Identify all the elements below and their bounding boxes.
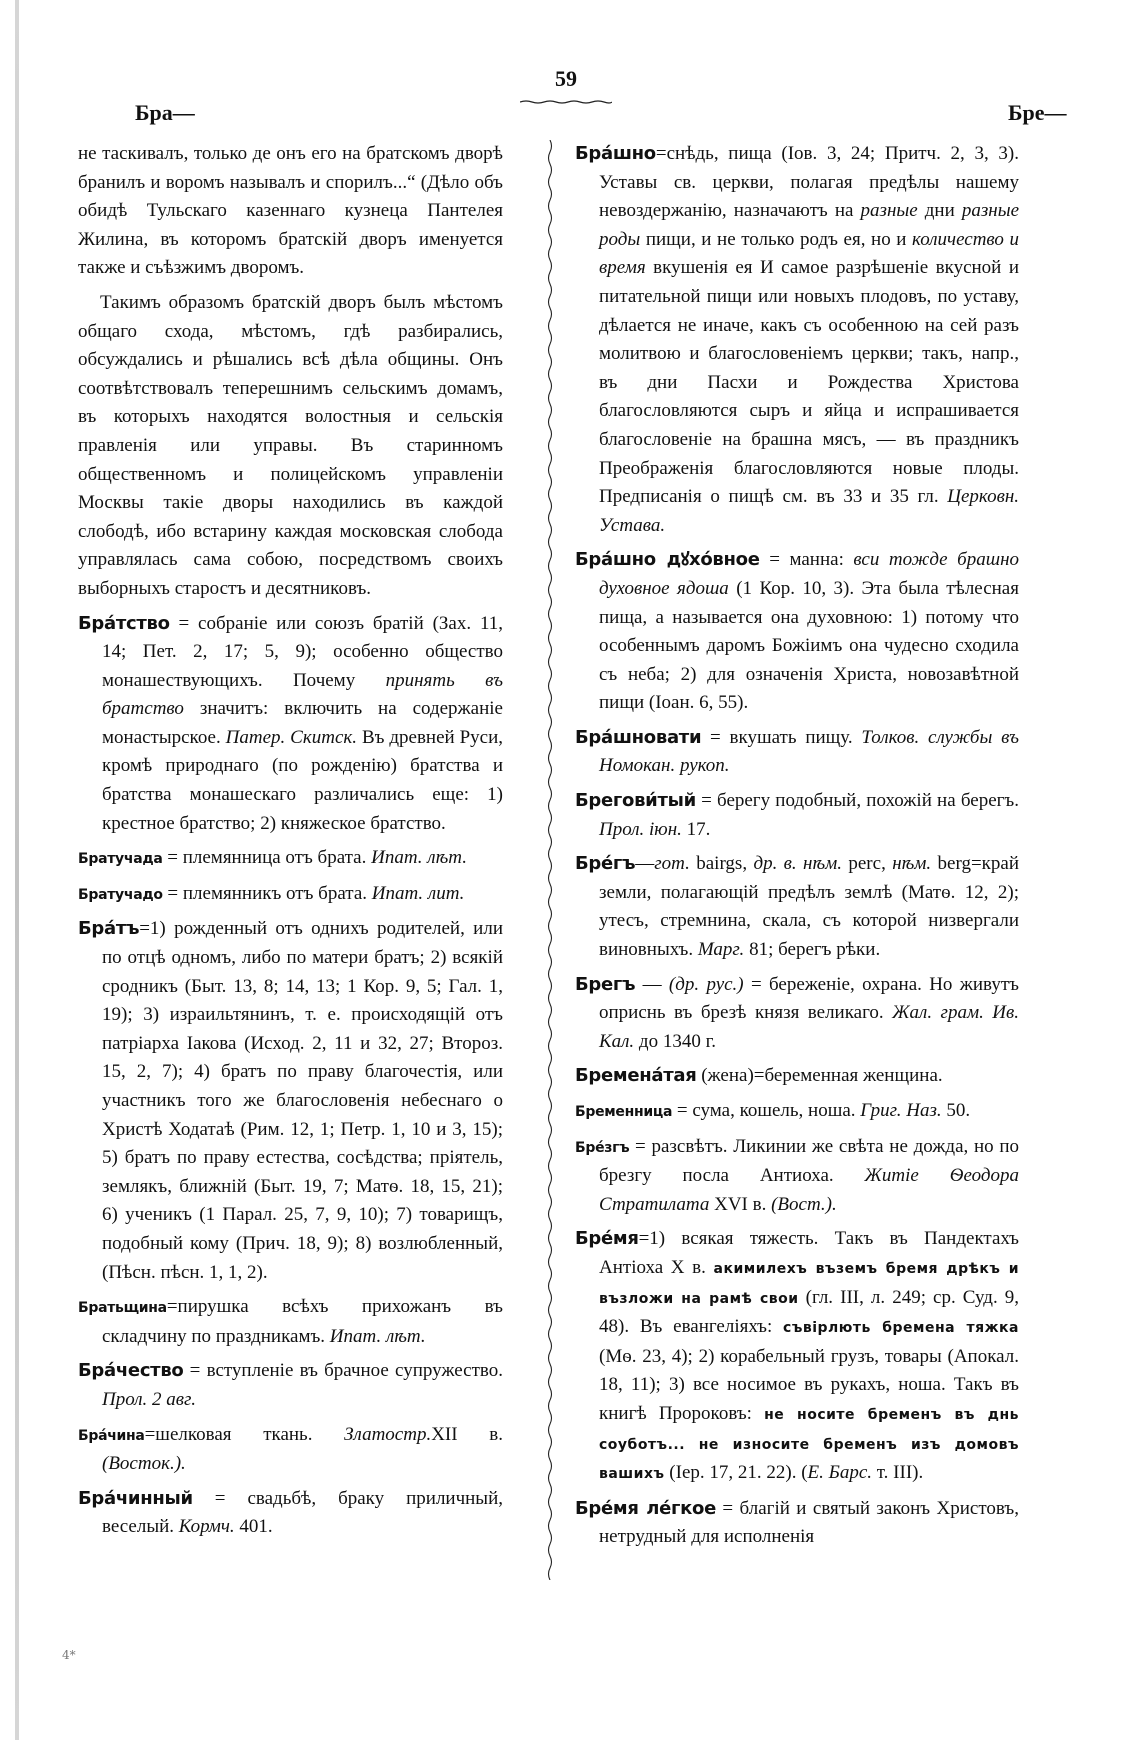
entry-definition-text: berg=край земли, полагающій предѣлъ землѣ (Матѳ. 12, 2); утесъ, стремнина, скала, съ которой низвергали виновныхъ. bbox=[599, 853, 1019, 961]
entry-headword: Бра́шно bbox=[575, 143, 656, 164]
entry-headword: Бре́мя bbox=[575, 1228, 639, 1250]
entry-headword: Братучада bbox=[78, 851, 163, 868]
entry-source-italic: Е. Барс. bbox=[807, 1462, 873, 1484]
dictionary-entry bbox=[575, 850, 1019, 964]
dictionary-entry bbox=[575, 1133, 1019, 1220]
dictionary-entry bbox=[78, 610, 503, 839]
entry-source-italic: вси тожде брашно духовное ядоша bbox=[599, 549, 1020, 599]
entry-definition-text: = береженіе, охрана. Но живутъ оприснь въ брезѣ князя великаго. bbox=[599, 973, 1020, 1024]
entry-definition-text: (Іер. 17, 21. 22). ( bbox=[664, 1462, 808, 1484]
dictionary-entry bbox=[78, 1357, 503, 1414]
entry-headword: Бра́чество bbox=[78, 1360, 184, 1382]
entry-source-italic: Златостр. bbox=[344, 1423, 432, 1445]
entry-definition-text: = сума, кошель, ноша. bbox=[672, 1100, 861, 1121]
entry-definition-text: =1) рожденный отъ однихъ родителей, или по отцѣ одномъ, либо по матери братъ; 2) всякій сродникъ (Быт. 13, 8; 14, 13; 1 Кор. 9, 5; Гал. 1, 19); 3) израильтянинъ, т. е. происходящій отъ патріарха Іакова (Исход. 2, 11 и 32, 27; Второз. 15, 2, 7); 4) братъ по праву благочестія, или участникъ того же благословенія небеснаго о Христѣ Ходатаѣ (Рим. 12, 1; Петр. 1, 10 и 3, 15); 5) братъ по праву естества, сосѣдства; пріятель, землякъ, ближній (Быт. 19, 7; Матѳ. 18, 15, 21); 6) ученикъ (1 Парал. 25, 7, 9, 10); 7) товарищъ, подобный кому (Прич. 18, 9); 8) возлюбленный, (Пѣсн. пѣсн. 1, 1, 2). bbox=[102, 918, 503, 1283]
dictionary-entry bbox=[78, 915, 503, 1287]
left-entries bbox=[78, 610, 503, 1542]
running-head-right: Бре— bbox=[1008, 100, 1067, 125]
entry-headword: Бра́тъ bbox=[78, 918, 140, 940]
dictionary-entry bbox=[575, 140, 1019, 540]
entry-definition-text: = племянникъ отъ брата. bbox=[162, 882, 372, 904]
entry-definition-text: =снѣдь, пища (Іов. 3, 24; Притч. 2, 3, 3). Уставы св. церкви, полагая предѣлы нашему невоздержанію, назначаютъ на bbox=[599, 143, 1019, 222]
entry-definition-text: — bbox=[635, 973, 669, 995]
entry-continuation: не таскивалъ, только де онъ его на братскомъ дворѣ бранилъ и воромъ называлъ и спорилъ...“ (Дѣло объ обидѣ Тульскаго казеннаго кузнеца Пантелея Жилина, въ которомъ братскій дворъ именуется также и съѣзжимъ дворомъ. bbox=[78, 143, 503, 279]
entry-definition-text: = племянница отъ брата. bbox=[162, 847, 372, 869]
entry-source-italic: Прол. іюн. bbox=[599, 818, 682, 840]
entry-headword: Брегъ bbox=[575, 973, 636, 995]
entry-headword: Бра́шно дꙋхо́вное bbox=[575, 549, 760, 571]
entry-definition-text: т. III). bbox=[872, 1462, 924, 1484]
entry-church-slavonic-quote: съвірлють бремена тяжка bbox=[783, 1320, 1020, 1337]
entry-definition-text: (Мѳ. 23, 4); 2) корабельный грузъ, товары (Апокал. 18, 11); 3) все носимое въ рукахъ, ноша. Такъ въ книгѣ Пророковъ: bbox=[599, 1345, 1019, 1424]
left-column bbox=[78, 140, 503, 1548]
dictionary-entry bbox=[575, 1495, 1019, 1552]
entry-church-slavonic-quote: не носите бременъ въ днь соуботъ... не износите бременъ изъ домовъ вашихъ bbox=[599, 1406, 1020, 1483]
entry-definition-text: = вкушать пищу. bbox=[701, 726, 862, 748]
entry-source-italic: (др. рус.) bbox=[668, 973, 744, 995]
dictionary-entry bbox=[78, 880, 503, 910]
entry-paragraph: Такимъ образомъ братскій дворъ былъ мѣстомъ общаго схода, мѣстомъ, гдѣ разбирались, обсуждались и рѣшались всѣ дѣла общины. Онъ соотвѣтствовалъ теперешнимъ сельскимъ домамъ, въ которыхъ находятся волостныя и сельскія правленія или управы. Въ старинномъ общественномъ и полицейскомъ управленіи Москвы такіе дворы находились въ каждой слободѣ, ибо встарину каждая московская слобода управлялась сама собою, посредствомъ своихъ выборныхъ старостъ и десятниковъ. bbox=[78, 291, 503, 599]
entry-source-italic: Патер. Скитск. bbox=[225, 726, 358, 748]
entry-definition-text: до 1340 г. bbox=[634, 1030, 716, 1052]
entry-source-italic: Кормч. bbox=[178, 1516, 235, 1538]
entry-definition-text: — bbox=[635, 853, 655, 875]
entry-source-italic: Ипат. лѣт. bbox=[329, 1325, 426, 1347]
entry-source-italic: (Восток.). bbox=[102, 1453, 186, 1475]
entry-definition-text: perc, bbox=[842, 853, 893, 875]
entry-source-italic: нѣм. bbox=[892, 853, 932, 875]
dictionary-entry bbox=[575, 724, 1019, 781]
dictionary-entry bbox=[575, 1225, 1019, 1488]
entry-definition-text: (1 Кор. 10, 3). Эта была тѣлесная пища, а называется она духовною: 1) потому что особеннымъ даромъ Божіимъ она чудесно сходила съ неба; 2) для означенія Христа, новозавѣтной пищи (Іоан. 6, 55). bbox=[599, 577, 1019, 714]
dictionary-entry bbox=[78, 1421, 503, 1479]
entry-source-italic: разные bbox=[860, 200, 918, 222]
entry-source-italic: Григ. Наз. bbox=[860, 1100, 942, 1121]
page-number: 59 bbox=[555, 66, 577, 91]
entry-definition-text: = берегу подобный, похожій на берегъ. bbox=[695, 790, 1019, 812]
entry-headword: Бра́тство bbox=[78, 612, 170, 634]
dictionary-entry bbox=[575, 787, 1019, 844]
right-entries bbox=[575, 140, 1019, 1552]
dictionary-entry bbox=[575, 1062, 1019, 1091]
running-head-left: Бра— bbox=[135, 100, 195, 125]
entry-source-italic: гот. bbox=[654, 853, 690, 875]
dictionary-entry bbox=[575, 971, 1019, 1057]
entry-source-italic: Ипат. лит. bbox=[371, 882, 465, 904]
entry-definition-text: дни bbox=[917, 200, 962, 222]
entry-source-italic: (Вост.). bbox=[771, 1193, 837, 1215]
entry-headword: Братьщина bbox=[78, 1300, 167, 1317]
entry-definition-text: Въ древней Руси, кромѣ природнаго (по рожденію) братства и братства монашескаго различались еще: 1) крестное братство; 2) княжеское братство. bbox=[102, 726, 504, 834]
dictionary-entry bbox=[575, 546, 1019, 718]
entry-definition-text: 401. bbox=[234, 1516, 273, 1538]
dictionary-entry bbox=[78, 1293, 503, 1351]
entry-source-italic: Ипат. лѣт. bbox=[371, 847, 467, 869]
entry-definition-text: =пирушка всѣхъ прихожанъ въ складчину по праздникамъ. bbox=[102, 1296, 503, 1347]
entry-definition-text: = собраніе или союзъ братій (Зах. 11, 14; Пет. 2, 17; 5, 9); особенно общество монашествующихъ. Почему bbox=[102, 612, 503, 691]
entry-definition-text: вкушенія ея И самое разрѣшеніе вкусной и питательной пищи или новыхъ плодовъ, по уставу, дѣлается не иначе, какъ съ особенною на сей разъ молитвою и благословеніемъ церкви; такъ, напр., въ дни Пасхи и Рождества Христова благословляются сыръ и яйца и испрашивается благословеніе на брашна мясъ, — въ праздникъ Преображенія благословляются новые плоды. Предписанія о пищѣ см. въ 33 и 35 гл. bbox=[599, 257, 1019, 508]
entry-headword: Бре́згъ bbox=[575, 1139, 630, 1156]
entry-headword: Бре́мя ле́гкое bbox=[575, 1497, 716, 1519]
entry-source-italic: Церковн. Устава. bbox=[599, 486, 1019, 536]
entry-definition-text: 50. bbox=[941, 1100, 971, 1121]
page-number-rule bbox=[520, 100, 612, 104]
book-spine-edge bbox=[15, 0, 19, 1740]
printer-signature: 4* bbox=[62, 1648, 76, 1662]
dictionary-entry bbox=[78, 1485, 503, 1542]
entry-source-italic: Жал. грам. Ив. Кал. bbox=[599, 1002, 1019, 1052]
entry-source-italic: Марг. bbox=[697, 939, 745, 961]
entry-headword: Бра́чинный bbox=[78, 1487, 193, 1509]
right-column bbox=[575, 140, 1019, 1558]
entry-definition-text: (гл. III, л. 249; ср. Суд. 9, 48). Въ евангеліяхъ: bbox=[599, 1286, 1020, 1338]
dictionary-entry bbox=[78, 844, 503, 874]
entry-definition-text: = свадьбѣ, браку приличный, веселый. bbox=[102, 1487, 503, 1538]
entry-definition-text: = разсвѣтъ. Ликинии же свѣта не дожда, но по брезгу посла Антиоха. bbox=[599, 1135, 1019, 1187]
entry-headword: Бременница bbox=[575, 1104, 673, 1120]
entry-headword: Бремена́тая bbox=[575, 1065, 697, 1087]
entry-definition-text: = манна: bbox=[759, 549, 854, 571]
entry-source-italic: принять въ братство bbox=[102, 669, 503, 720]
entry-headword: Бра́чина bbox=[78, 1427, 145, 1444]
entry-source-italic: Толков. службы въ Номокан. рукоп. bbox=[599, 726, 1019, 777]
entry-definition-text: XVI в. bbox=[709, 1193, 772, 1215]
entry-headword: Бра́шновати bbox=[575, 726, 702, 748]
entry-headword: Брегови́тый bbox=[575, 790, 696, 812]
entry-definition-text: = вступленіе въ брачное супружество. bbox=[183, 1360, 503, 1382]
entry-definition-text: значитъ: включить на содержаніе монастырское. bbox=[102, 698, 503, 748]
entry-definition-text: (жена)=беременная женщина. bbox=[696, 1065, 943, 1087]
entry-definition-text: =1) всякая тяжесть. Такъ въ Пандектахъ Антіоха X в. bbox=[599, 1228, 1019, 1278]
entry-source-italic: количество и время bbox=[599, 228, 1020, 279]
entry-church-slavonic-quote: акимилехъ въземъ бремя дрѣкъ и възложи на рамѣ свои bbox=[599, 1260, 1020, 1307]
entry-definition-text: bairgs, bbox=[689, 853, 754, 875]
entry-definition-text: XII в. bbox=[431, 1423, 503, 1445]
entry-definition-text: = благій и святый законъ Христовъ, нетрудный для исполненія bbox=[599, 1497, 1019, 1548]
entry-definition-text: 17. bbox=[681, 818, 711, 840]
entry-source-italic: Житіе Ѳеодора Стратилата bbox=[599, 1165, 1019, 1215]
entry-definition-text: =шелковая ткань. bbox=[144, 1423, 345, 1445]
entry-source-italic: Прол. 2 авг. bbox=[102, 1388, 196, 1410]
entry-definition-text: 81; берегъ рѣки. bbox=[744, 939, 881, 961]
entry-definition-text: пищи, и не только родъ ея, но и bbox=[640, 228, 913, 250]
column-divider bbox=[545, 140, 555, 1580]
entry-source-italic: разные роды bbox=[599, 200, 1019, 250]
entry-headword: Братучадо bbox=[78, 886, 163, 903]
entry-source-italic: др. в. нѣм. bbox=[753, 853, 843, 875]
dictionary-entry bbox=[575, 1097, 1019, 1127]
entry-headword: Бре́гъ bbox=[575, 853, 636, 875]
